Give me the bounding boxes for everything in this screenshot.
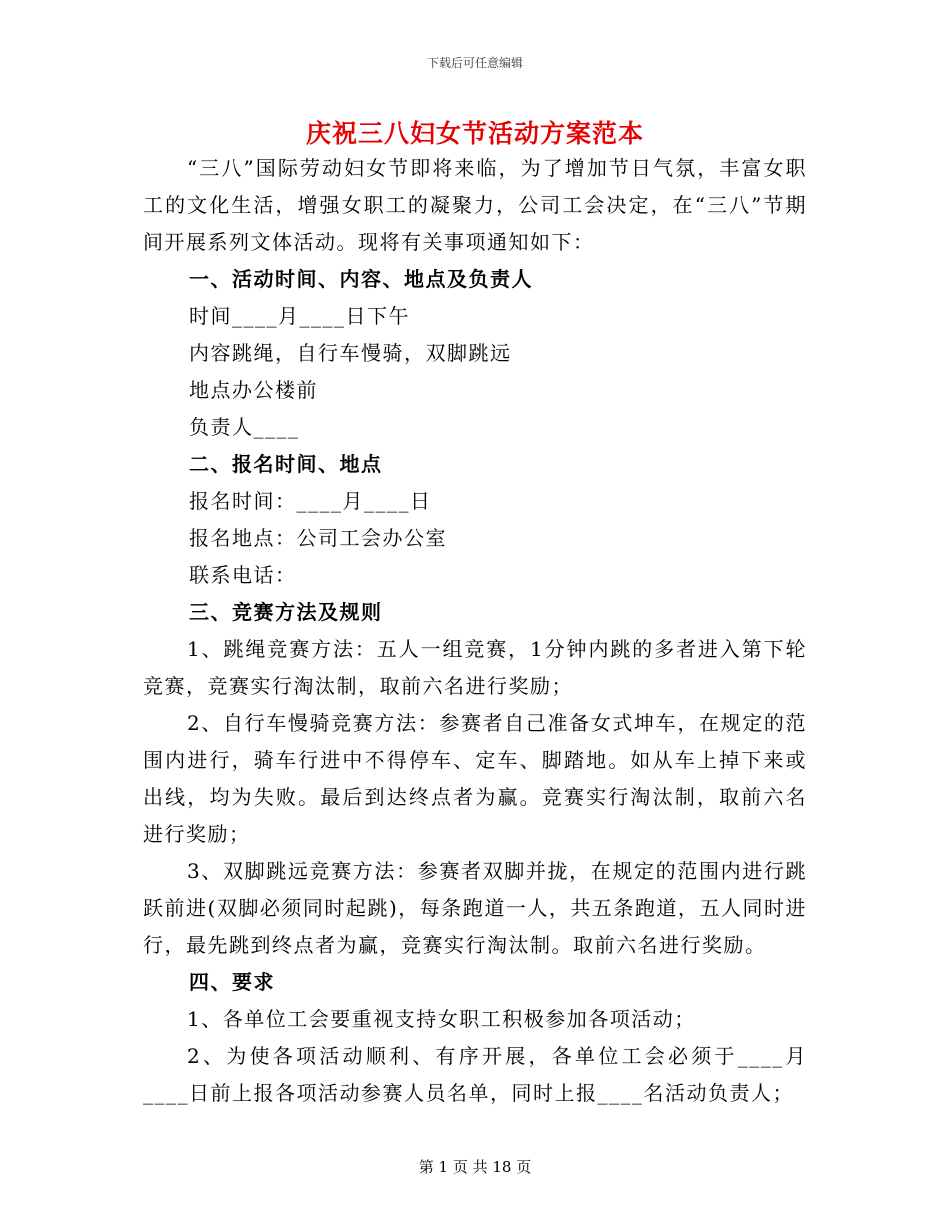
signup-time: 报名时间：____月____日 [189,489,432,513]
contact-phone: 联系电话： [189,563,297,587]
document-body [143,150,807,1112]
requirement-1: 1、各单位工会要重视支持女职工积极参加各项活动； [187,1007,696,1031]
activity-time: 时间____月____日下午 [189,304,410,328]
document-title: 庆祝三八妇女节活动方案范本 [305,119,644,148]
section-heading-3: 三、竞赛方法及规则 [189,600,383,624]
section-heading-4: 四、要求 [189,970,275,994]
rule-slow-bike: 2、自行车慢骑竞赛方法：参赛者自己准备女式坤车，在规定的范围内进行，骑车行进中不得停车、定车、脚踏地。如从车上掉下来或出线，均为失败。最后到达终点者为赢。竞赛实行淘汰制，取前六名进行奖励； [143,711,807,846]
section-heading-1: 一、活动时间、内容、地点及负责人 [189,267,533,291]
activity-person: 负责人____ [189,415,300,439]
rule-long-jump: 3、双脚跳远竞赛方法：参赛者双脚并拢，在规定的范围内进行跳跃前进(双脚必须同时起跳)，每条跑道一人，共五条跑道，五人同时进行，最先跳到终点者为赢，竞赛实行淘汰制。取前六名进行奖励。 [143,859,807,957]
page-footer: 第 1 页 共 18 页 [418,1158,532,1176]
intro-paragraph: “三八”国际劳动妇女节即将来临，为了增加节日气氛，丰富女职工的文化生活，增强女职工的凝聚力，公司工会决定，在“三八”节期间开展系列文体活动。现将有关事项通知如下： [143,156,807,254]
page-header: 下载后可任意编辑 [426,56,523,70]
activity-place: 地点办公楼前 [189,378,318,402]
section-heading-2: 二、报名时间、地点 [189,452,383,476]
requirement-2: 2、为使各项活动顺利、有序开展，各单位工会必须于____月____日前上报各项活动参赛人员名单，同时上报____名活动负责人； [143,1044,807,1105]
signup-place: 报名地点：公司工会办公室 [189,526,447,550]
rule-jump-rope: 1、跳绳竞赛方法：五人一组竞赛，1分钟内跳的多者进入第下轮竞赛，竞赛实行淘汰制，取前六名进行奖励； [143,637,807,698]
activity-content: 内容跳绳，自行车慢骑，双脚跳远 [189,341,512,365]
